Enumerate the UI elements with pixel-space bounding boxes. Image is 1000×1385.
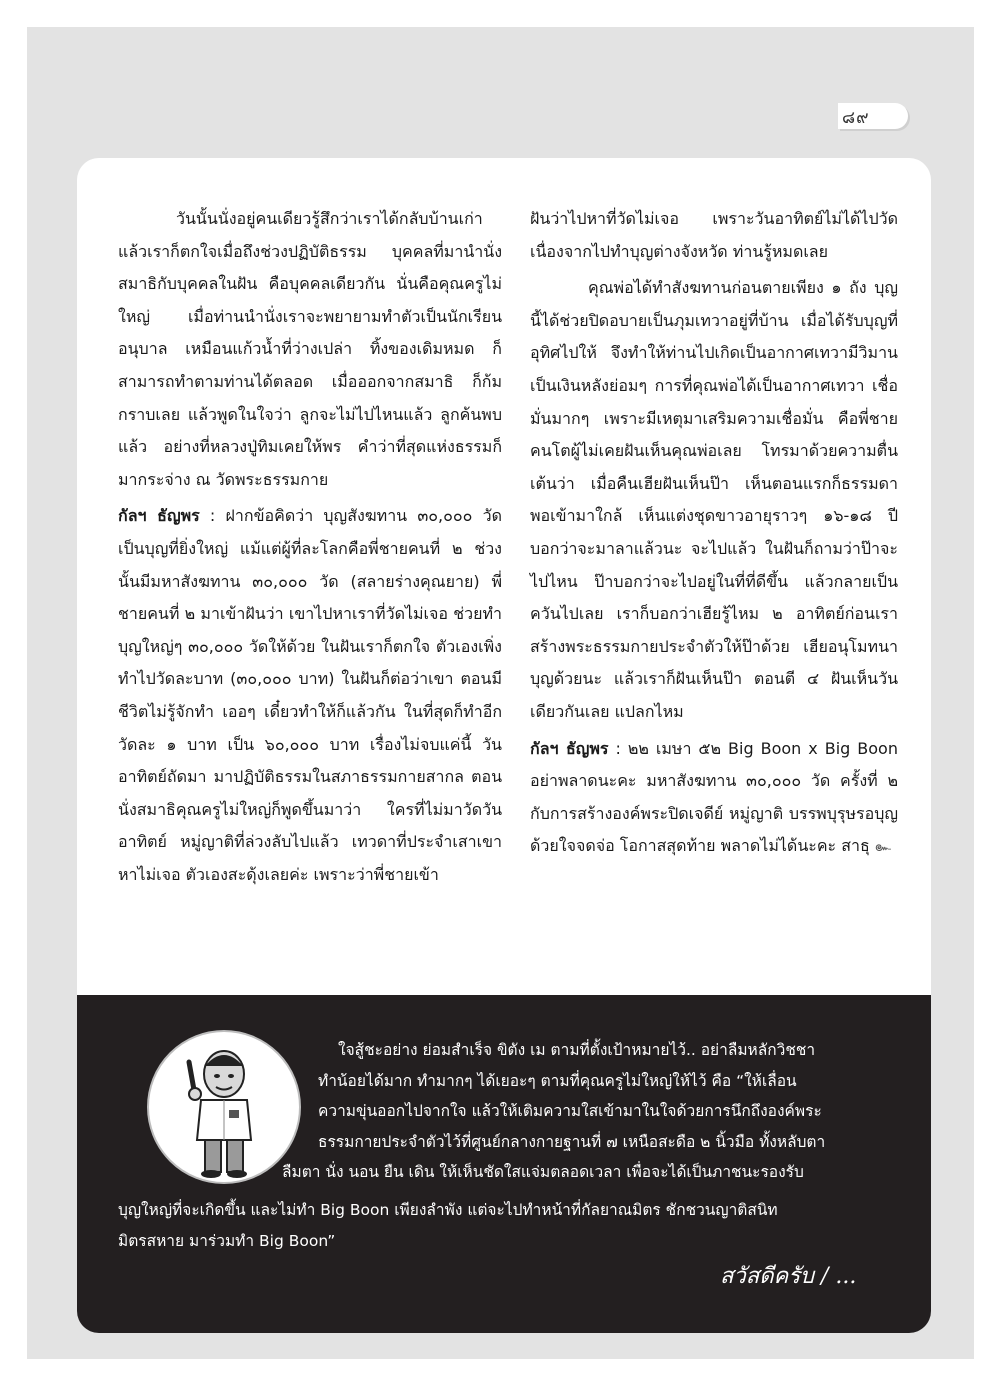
right-paragraph-3 — [530, 733, 898, 864]
footer-line: บุญใหญ่ที่จะเกิดขึ้น และไม่ทำ Big Boon เพียงลำพัง แต่จะไปทำหน้าที่กัลยาณมิตร ชักชวนญาติสนิท — [118, 1201, 778, 1219]
left-paragraph-1: วันนั้นนั่งอยู่คนเดียวรู้สึกว่าเราได้กลับบ้านเก่า แล้วเราก็ตกใจเมื่อถึงช่วงปฏิบัติธรรม บุคคลที่มานำนั่งสมาธิกับบุคคลในฝัน คือบุคคลเดียวกัน นั่นคือคุณครูไม่ใหญ่ เมื่อท่านนำนั่งเราจะพยายามทำตัวเป็นนักเรียนอนุบาล เหมือนแก้วน้ำที่ว่างเปล่า ทิ้งของเดิมหมด ก็สามารถทำตามท่านได้ตลอด เมื่อออกจากสมาธิ ก็ก้มกราบเลย แล้วพูดในใจว่า ลูกจะไม่ไปไหนแล้ว ลูกค้นพบแล้ว อย่างที่หลวงปู่ทิมเคยให้พร คำว่าที่สุดแห่งธรรมก็มากระจ่าง ณ วัดพระธรรมกาย — [118, 209, 502, 489]
footer-text-full — [118, 1195, 900, 1256]
footer-line: ทำน้อยได้มาก ทำมากๆ ได้เยอะๆ ตามที่คุณครูไม่ใหญ่ให้ไว้ คือ “ให้เลื่อน — [318, 1071, 797, 1090]
footer-line: ลืมตา นั่ง นอน ยืน เดิน ให้เห็นชัดใสแจ่มตลอดเวลา เพื่อจะได้เป็นภาชนะรองรับ — [282, 1163, 804, 1181]
footer-text-indented — [318, 1035, 898, 1157]
page-number: ๘๙ — [842, 108, 870, 128]
footer-text-partial — [260, 1157, 900, 1188]
right-column — [530, 203, 898, 868]
signature: สวัสดีครับ / ... — [720, 1264, 857, 1289]
left-paragraph-2 — [118, 500, 502, 891]
speaker-label: กัลฯ ธัญพร — [118, 506, 200, 526]
footer-line: ใจสู้ชะอย่าง ย่อมสำเร็จ ขิตัง เม ตามที่ตั้งเป้าหมายไว้.. อย่าลืมหลักวิชชา — [338, 1041, 816, 1059]
right-paragraph-3-text: : ๒๒ เมษา ๕๒ Big Boon x Big Boon อย่าพลาดนะคะ มหาสังฆทาน ๓๐,๐๐๐ วัด ครั้งที่ ๒ กับการสร้างองค์พระปิดเจดีย์ หมู่ญาติ บรรพบุรุษรอบุญด้วยใจจดจ่อ โอกาสสุดท้าย พลาดไม่ได้นะคะ สาธุ — [530, 738, 898, 856]
footer-line: มิตรสหาย มาร่วมทำ Big Boon” — [118, 1231, 336, 1250]
footer-line: ความขุ่นออกไปจากใจ แล้วให้เติมความใสเข้ามาในใจด้วยการนึกถึงองค์พระ — [318, 1102, 822, 1120]
end-mark-icon: ๛ — [874, 839, 892, 856]
right-paragraph-1: ฝันว่าไปหาที่วัดไม่เจอ เพราะวันอาทิตย์ไม่ได้ไปวัด เนื่องจากไปทำบุญต่างจังหวัด ท่านรู้หมดเลย — [530, 209, 898, 261]
right-paragraph-2: คุณพ่อได้ทำสังฆทานก่อนตายเพียง ๑ ถัง บุญนี้ได้ช่วยปิดอบายเป็นภุมเทวาอยู่ที่บ้าน เมื่อได้รับบุญที่อุทิศไปให้ จึงทำให้ท่านไปเกิดเป็นอากาศเทวามีวิมานเป็นเงินหลังย่อมๆ การที่คุณพ่อได้เป็นอากาศเทวา เชื่อมั่นมากๆ เพราะมีเหตุมาเสริมความเชื่อมั่น คือพี่ชายคนโตผู้ไม่เคยฝันเห็นคุณพ่อเลย โทรมาด้วยความตื่นเต้นว่า เมื่อคืนเฮียฝันเห็นป๊า เห็นตอนแรกก็ธรรมดา พอเข้ามาใกล้ เห็นแต่งชุดขาวอายุราวๆ ๑๖-๑๘ ปี บอกว่าจะมาลาแล้วนะ จะไปแล้ว ในฝันก็ถามว่าป๊าจะไปไหน ป๊าบอกว่าจะไปอยู่ในที่ที่ดีขึ้น แล้วกลายเป็นควันไปเลย เราก็บอกว่าเฮียรู้ไหม ๒ อาทิตย์ก่อนเราสร้างพระธรรมกายประจำตัวให้ป๊าด้วย เฮียอนุโมทนาบุญด้วยนะ แล้วเราก็ฝันเห็นป๊า ตอนตี ๔ ฝันเห็นวันเดียวกันเลย แปลกไหม — [530, 278, 898, 721]
left-column — [118, 203, 502, 895]
footer-line: ธรรมกายประจำตัวไว้ที่ศูนย์กลางกายฐานที่ ๗ เหนือสะดือ ๒ นิ้วมือ ทั้งหลับตา — [318, 1132, 826, 1151]
left-paragraph-2-text: : ฝากข้อคิดว่า บุญสังฆทาน ๓๐,๐๐๐ วัด เป็นบุญที่ยิ่งใหญ่ แม้แต่ผู้ที่ละโลกคือพี่ชายคนที่ ๒ ช่วงนั้นมีมหาสังฆทาน ๓๐,๐๐๐ วัด (สลายร่างคุณยาย) พี่ชายคนที่ ๒ มาเข้าฝันว่า เขาไปหาเราที่วัดไม่เจอ ช่วยทำบุญใหญ่ๆ ๓๐,๐๐๐ วัดให้ด้วย ในฝันเราก็ตกใจ ตัวเองเพิ่งทำไปวัดละบาท (๓๐,๐๐๐ บาท) ในฝันก็ต่อว่าเขา ตอนมีชีวิตไม่รู้จักทำ เออๆ เดี๋ยวทำให้ก็แล้วกัน ในที่สุดก็ทำอีกวัดละ ๑ บาท เป็น ๖๐,๐๐๐ บาท เรื่องไม่จบแค่นี้ วันอาทิตย์ถัดมา มาปฏิบัติธรรมในสภาธรรมกายสากล ตอนนั่งสมาธิคุณครูไม่ใหญ่ก็พูดขึ้นมาว่า ใครที่ไม่มาวัดวันอาทิตย์ หมู่ญาติที่ล่วงลับไปแล้ว เทวดาที่ประจำเสาเขาหาไม่เจอ ตัวเองสะดุ้งเลยค่ะ เพราะว่าพี่ชายเข้า — [118, 506, 502, 884]
speaker-label: กัลฯ ธัญพร — [530, 738, 609, 758]
